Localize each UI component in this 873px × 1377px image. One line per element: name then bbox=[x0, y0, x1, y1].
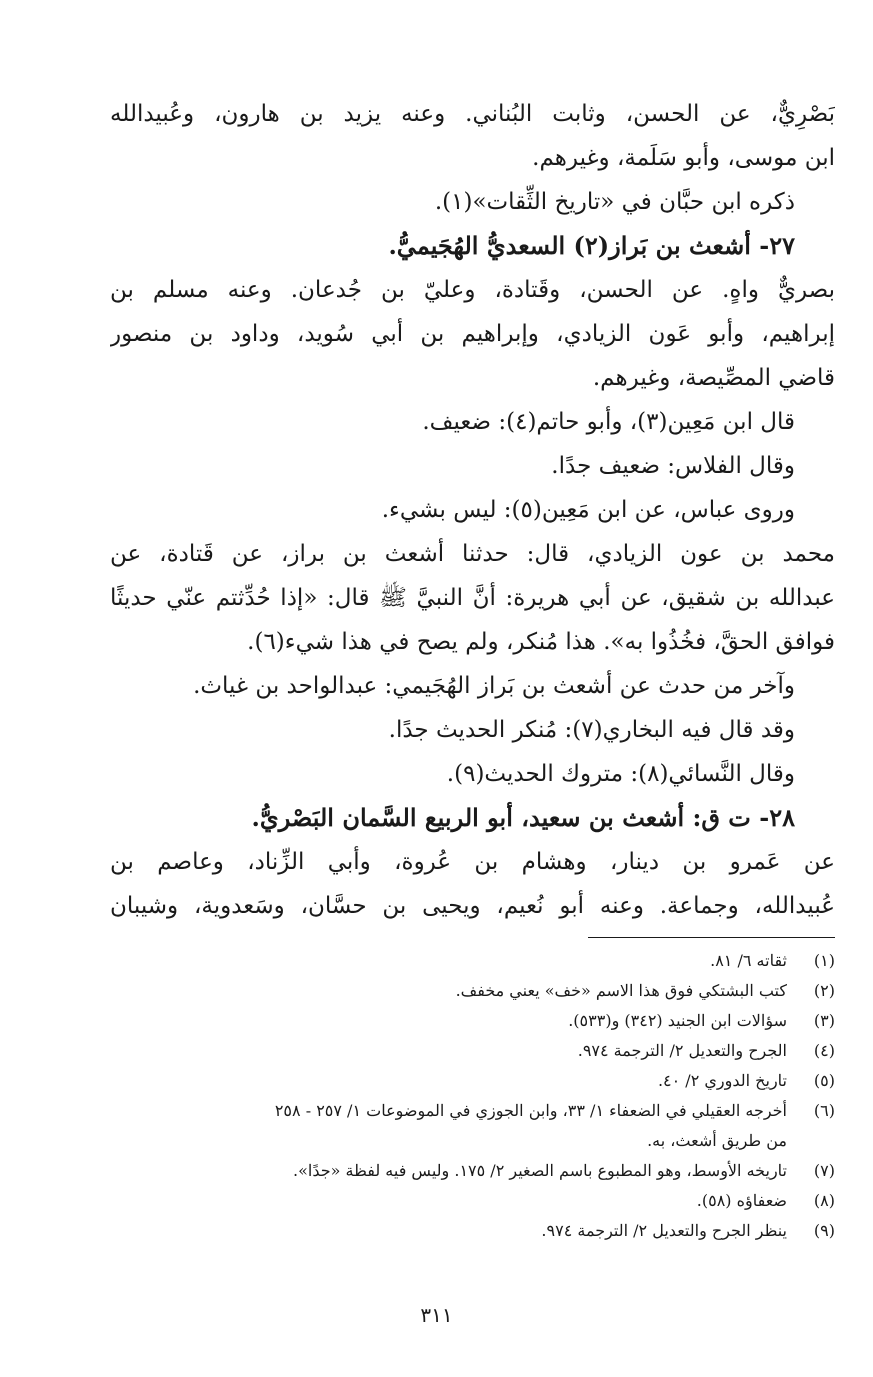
text-line: ذكره ابن حبَّان في «تاريخ الثِّقات»(١). bbox=[434, 189, 795, 215]
footnote bbox=[115, 1066, 835, 1096]
footnote bbox=[115, 1096, 835, 1156]
text-line: قاضي المصِّيصة، وغيرهم. bbox=[592, 365, 835, 391]
footnote-text-continuation: من طريق أشعث، به. bbox=[647, 1131, 787, 1150]
footnote bbox=[115, 1216, 835, 1246]
footnote bbox=[115, 1006, 835, 1036]
text-line: عبدالله بن شقيق، عن أبي هريرة: أنَّ النبيَّ ﷺ قال: «إذا حُدِّثتم عنّي حديثًا bbox=[110, 585, 835, 611]
footnote bbox=[115, 946, 835, 976]
footnote-text-wrap bbox=[115, 1096, 787, 1156]
footnote-number: (٩) bbox=[813, 1221, 835, 1240]
footnote-text: كتب البشتكي فوق هذا الاسم «خف» يعني مخفف. bbox=[455, 981, 787, 1000]
text-line: قال ابن مَعِين(٣)، وأبو حاتم(٤): ضعيف. bbox=[422, 409, 795, 435]
footnote-text: ثقاته ٦/ ٨١. bbox=[710, 951, 787, 970]
footnote bbox=[115, 1186, 835, 1216]
text-line: بصريٌّ واهٍ. عن الحسن، وقَتادة، وعليّ بن جُدعان. وعنه مسلم بن bbox=[110, 277, 835, 303]
text-line: إبراهيم، وأبو عَون الزيادي، وإبراهيم بن أبي سُويد، وداود بن منصور bbox=[110, 321, 835, 347]
footnote-number: (٧) bbox=[813, 1161, 835, 1180]
footnotes bbox=[115, 946, 835, 1246]
page-number: ٣١١ bbox=[420, 1303, 453, 1327]
text-line: وقد قال فيه البخاري(٧): مُنكر الحديث جدًا. bbox=[388, 717, 795, 743]
footnote-text: الجرح والتعديل ٢/ الترجمة ٩٧٤. bbox=[577, 1041, 787, 1060]
text-line: ابن موسى، وأبو سَلَمة، وغيرهم. bbox=[532, 145, 835, 171]
footnote-divider bbox=[588, 937, 835, 938]
text-line: وقال النَّسائي(٨): متروك الحديث(٩). bbox=[446, 761, 795, 787]
footnote bbox=[115, 1036, 835, 1066]
footnote-text: تاريخ الدوري ٢/ ٤٠. bbox=[657, 1071, 787, 1090]
footnote-number: (١) bbox=[813, 951, 835, 970]
footnote-number: (٥) bbox=[813, 1071, 835, 1090]
main-text bbox=[110, 92, 835, 928]
footnote-text: ينظر الجرح والتعديل ٢/ الترجمة ٩٧٤. bbox=[541, 1221, 787, 1240]
footnote-text: أخرجه العقيلي في الضعفاء ١/ ٣٣، وابن الجوزي في الموضوعات ١/ ٢٥٧ - ٢٥٨ bbox=[274, 1101, 787, 1120]
footnote-number: (٦) bbox=[813, 1101, 835, 1120]
footnote bbox=[115, 1156, 835, 1186]
text-line: عن عَمرو بن دينار، وهشام بن عُروة، وأبي الزِّناد، وعاصم بن bbox=[110, 849, 835, 875]
footnote-number: (٢) bbox=[813, 981, 835, 1000]
footnote-number: (٨) bbox=[813, 1191, 835, 1210]
text-line: وآخر من حدث عن أشعث بن بَراز الهُجَيمي: عبدالواحد بن غياث. bbox=[193, 673, 795, 699]
footnote-text: تاريخه الأوسط، وهو المطبوع باسم الصغير ٢/ ١٧٥. وليس فيه لفظة «جدًا». bbox=[293, 1161, 787, 1180]
entry-heading: ٢٨- ت ق: أشعث بن سعيد، أبو الربيع السَّمان البَصْريُّ. bbox=[251, 803, 795, 832]
text-line: عُبيدالله، وجماعة. وعنه أبو نُعيم، ويحيى بن حسَّان، وسَعدوية، وشيبان bbox=[110, 893, 835, 919]
footnote-number: (٣) bbox=[813, 1011, 835, 1030]
footnote-text: ضعفاؤه (٥٨). bbox=[696, 1191, 787, 1210]
entry-heading: ٢٧- أشعث بن بَراز(٢) السعديُّ الهُجَيميُّ. bbox=[388, 231, 795, 260]
footnote-number: (٤) bbox=[813, 1041, 835, 1060]
footnote-text: سؤالات ابن الجنيد (٣٤٢) و(٥٣٣). bbox=[568, 1011, 787, 1030]
text-line: فوافق الحقَّ، فخُذُوا به». هذا مُنكر، ولم يصح في هذا شيء(٦). bbox=[247, 629, 835, 655]
text-line: وروى عباس، عن ابن مَعِين(٥): ليس بشيء. bbox=[381, 497, 795, 523]
text-line: وقال الفلاس: ضعيف جدًا. bbox=[551, 453, 795, 479]
footnote bbox=[115, 976, 835, 1006]
text-line: بَصْرِيٌّ، عن الحسن، وثابت البُناني. وعنه يزيد بن هارون، وعُبيدالله bbox=[110, 101, 835, 127]
text-line: محمد بن عون الزيادي، قال: حدثنا أشعث بن براز، عن قَتادة، عن bbox=[110, 541, 835, 567]
